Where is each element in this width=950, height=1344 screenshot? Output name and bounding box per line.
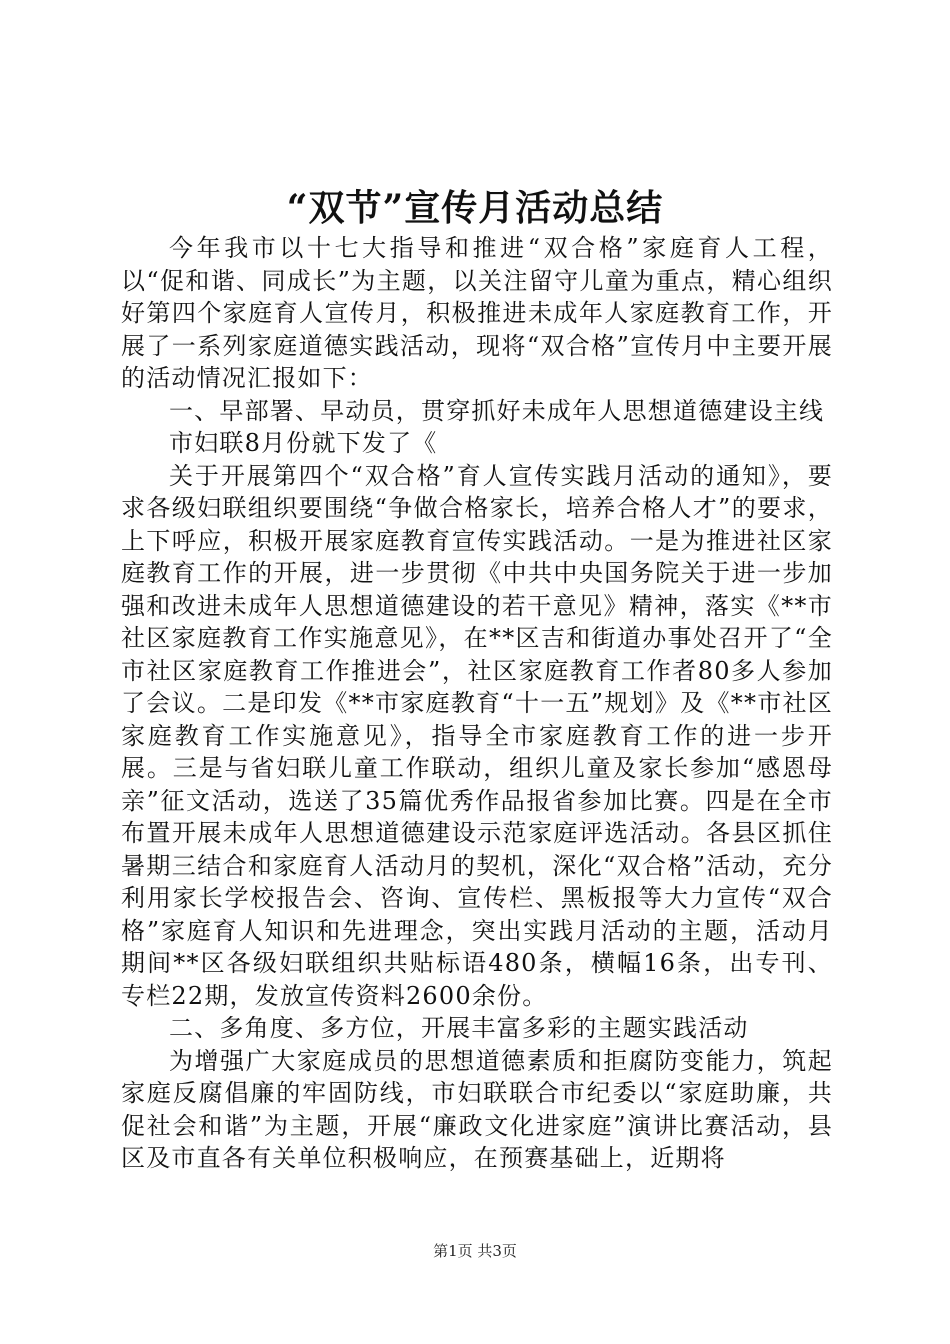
document-body bbox=[121, 232, 833, 1175]
section-heading-1: 一、早部署、早动员，贯穿抓好未成年人思想道德建设主线 bbox=[169, 396, 825, 425]
body-paragraph: 市妇联8月份就下发了《 bbox=[169, 429, 438, 457]
page-number-footer: 第1页 共3页 bbox=[433, 1242, 517, 1260]
body-paragraph: 关于开展第四个“双合格”育人宣传实践月活动的通知》，要求各级妇联组织要围绕“争做合格家长，培养合格人才”的要求，上下呼应，积极开展家庭教育宣传实践活动。一是为推进社区家庭教育工作的开展，进一步贯彻《中共中央国务院关于进一步加强和改进未成年人思想道德建设的若干意见》精神，落实《**市社区家庭教育工作实施意见》，在**区吉和街道办事处召开了“全市社区家庭教育工作推进会”，社区家庭教育工作者80多人参加了会议。二是印发《**市家庭教育“十一五”规划》及《**市社区家庭教育工作实施意见》，指导全市家庭教育工作的进一步开展。三是与省妇联儿童工作联动，组织儿童及家长参加“感恩母亲”征文活动，选送了35篇优秀作品报省参加比赛。四是在全市布置开展未成年人思想道德建设示范家庭评选活动。各县区抓住暑期三结合和家庭育人活动月的契机，深化“双合格”活动，充分利用家长学校报告会、咨询、宣传栏、黑板报等大力宣传“双合格”家庭育人知识和先进理念，突出实践月活动的主题，活动月期间**区各级妇联组织共贴标语480条，横幅16条，出专刊、专栏22期，发放宣传资料2600余份。 bbox=[121, 461, 833, 1010]
intro-paragraph: 今年我市以十七大指导和推进“双合格”家庭育人工程，以“促和谐、同成长”为主题，以关注留守儿童为重点，精心组织好第四个家庭育人宣传月，积极推进未成年人家庭教育工作，开展了一系列家庭道德实践活动，现将“双合格”宣传月中主要开展的活动情况汇报如下： bbox=[121, 234, 833, 392]
document-title: “双节”宣传月活动总结 bbox=[286, 187, 664, 229]
section-heading-2: 二、多角度、多方位，开展丰富多彩的主题实践活动 bbox=[169, 1014, 749, 1042]
body-paragraph: 为增强广大家庭成员的思想道德素质和拒腐防变能力，筑起家庭反腐倡廉的牢固防线，市妇联联合市纪委以“家庭助廉，共促社会和谐”为主题，开展“廉政文化进家庭”演讲比赛活动，县区及市直各有关单位积极响应，在预赛基础上，近期将 bbox=[121, 1046, 833, 1172]
